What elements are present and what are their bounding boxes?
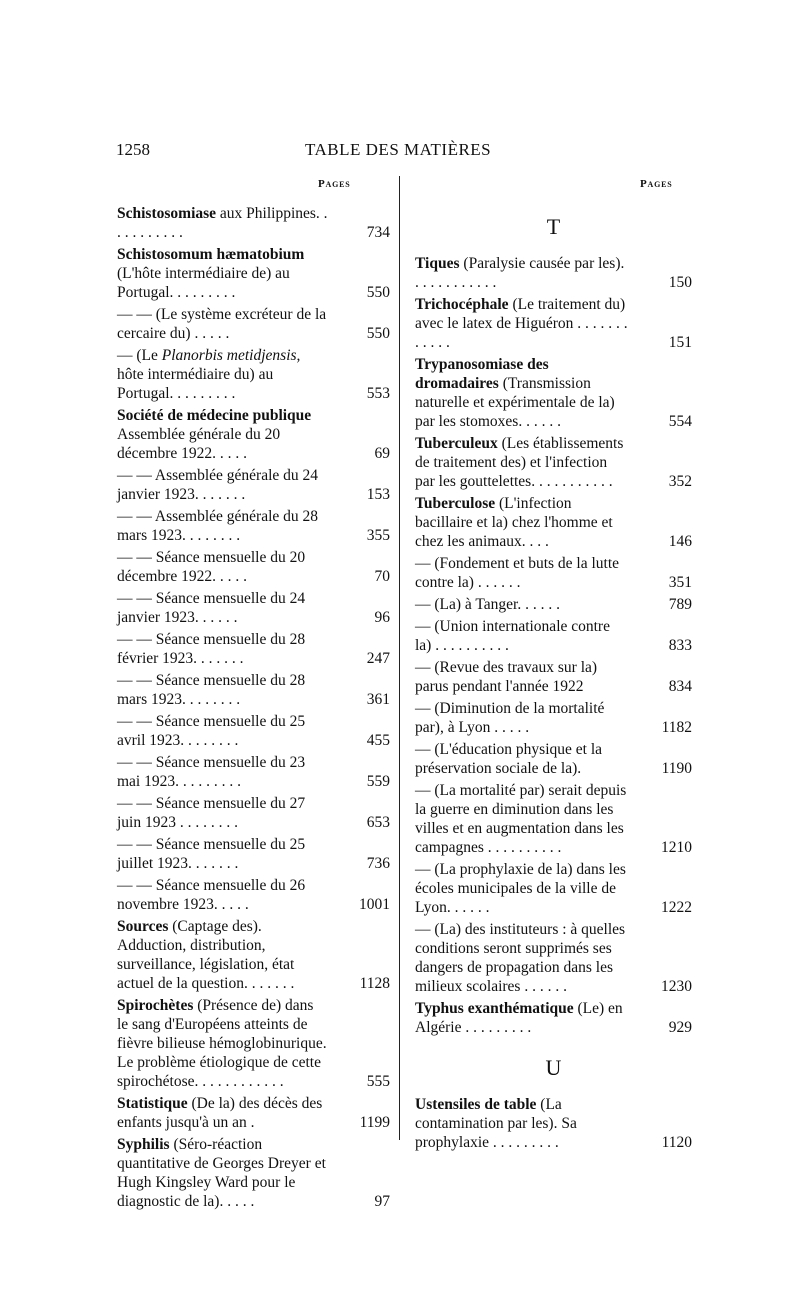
entry-page-number: 96 (374, 609, 390, 626)
entry-page-number: 1182 (661, 719, 692, 736)
entry-text (117, 466, 390, 504)
entry-page-number: 1222 (661, 899, 692, 916)
entry-page-number: 789 (668, 596, 692, 613)
entry-description: — — Assemblée générale du 24 janvier 1923. . . . . . . (117, 467, 319, 503)
index-entry (415, 295, 692, 352)
index-entry (415, 860, 692, 917)
pages-label-right: Pages (640, 178, 673, 190)
entry-description: — (Diminution de la mortalité par), à Lyon . . . . . (415, 700, 605, 736)
index-entry (415, 699, 692, 737)
entry-text (117, 305, 390, 343)
index-entry (117, 630, 390, 668)
index-entry (117, 507, 390, 545)
section-letter: T (546, 214, 561, 239)
entry-page-number: 550 (366, 284, 390, 301)
entry-page-number: 146 (668, 533, 692, 550)
index-entry (117, 671, 390, 709)
entry-description: (Le) en Algérie . . . . . . . . . (415, 1000, 623, 1036)
index-entry (117, 1135, 390, 1211)
entry-page-number: 554 (668, 413, 692, 430)
entry-description: — (Fondement et buts de la lutte contre la) . . . . . . (415, 555, 620, 591)
entry-text (117, 204, 390, 242)
entry-description: — — Séance mensuelle du 23 mai 1923. . . . . . . . . (117, 754, 306, 790)
index-entry (415, 434, 692, 491)
index-entry (415, 494, 692, 551)
entry-heading: Tiques (415, 255, 460, 272)
entry-description: — — Séance mensuelle du 27 juin 1923 . . . . . . . . (117, 795, 306, 831)
entry-description: Assemblée générale du 20 décembre 1922. . . . . (117, 426, 281, 462)
index-entry (415, 595, 692, 614)
entry-heading: Typhus exanthématique (415, 1000, 574, 1017)
entry-text (117, 917, 390, 993)
entry-description: — (Union internationale contre la) . . . . . . . . . . (415, 618, 610, 654)
entry-description: (L'hôte intermédiaire de) au Portugal. . . . . . . . . (117, 265, 290, 301)
entry-page-number: 150 (668, 274, 692, 291)
column-divider (399, 176, 400, 1140)
entry-heading: Trichocéphale (415, 296, 509, 313)
index-entry (117, 305, 390, 343)
entry-description: — (Le (117, 347, 162, 364)
entry-description: — — Séance mensuelle du 25 avril 1923. . . . . . . . (117, 713, 306, 749)
entry-heading: Syphilis (117, 1136, 170, 1153)
entry-text (415, 617, 692, 655)
entry-text (117, 346, 390, 403)
entry-description: — (La mortalité par) serait depuis la guerre en diminution dans les villes et en augmentation dans les campagnes . . . . . . . . . . (415, 782, 627, 856)
entry-description: aux Philippines. . . . . . . . . . . (117, 205, 328, 241)
entry-heading: Tuberculeux (415, 435, 498, 452)
entry-description: — — Assemblée générale du 28 mars 1923. . . . . . . . (117, 508, 319, 544)
index-entry (117, 466, 390, 504)
entry-description: (Les établissements de traitement des) et l'infection par les gouttelettes. . . . . . . . . . . (415, 435, 624, 490)
entry-description: — (Revue des travaux sur la) parus pendant l'année 1922 (415, 659, 598, 695)
entry-page-number: 653 (366, 814, 390, 831)
entry-page-number: 1001 (359, 896, 390, 913)
index-entry (117, 245, 390, 302)
index-entry (117, 753, 390, 791)
entry-text (117, 1135, 390, 1211)
pages-label-left: Pages (318, 178, 351, 190)
entry-text (415, 1095, 692, 1152)
index-entry (117, 1094, 390, 1132)
index-entry (117, 794, 390, 832)
entry-heading: Tuberculose (415, 495, 496, 512)
entry-page-number: 1230 (661, 978, 692, 995)
entry-description: — — Séance mensuelle du 26 novembre 1923. . . . . (117, 877, 306, 913)
running-title: TABLE DES MATIÈRES (305, 140, 492, 159)
entry-page-number: 351 (668, 574, 692, 591)
entry-page-number: 553 (366, 385, 390, 402)
index-entry (117, 835, 390, 873)
entry-heading: Statistique (117, 1095, 188, 1112)
entry-text (415, 999, 692, 1037)
entry-page-number: 1199 (359, 1114, 390, 1131)
entry-text (117, 630, 390, 668)
entry-page-number: 736 (366, 855, 390, 872)
entry-description: — — Séance mensuelle du 24 janvier 1923. . . . . . (117, 590, 306, 626)
section-letter: U (545, 1055, 562, 1080)
entry-text (415, 740, 692, 778)
right-column (415, 196, 692, 1155)
index-entry (415, 554, 692, 592)
entry-text (415, 860, 692, 917)
entry-text (415, 920, 692, 996)
entry-text (415, 781, 692, 857)
entry-page-number: 555 (366, 1073, 390, 1090)
index-entry (117, 712, 390, 750)
entry-description: — — (Le système excréteur de la cercaire du) . . . . . (117, 306, 327, 342)
entry-text (117, 712, 390, 750)
entry-page-number: 361 (366, 691, 390, 708)
entry-text (415, 554, 692, 592)
entry-text (415, 254, 692, 292)
entry-page-number: 929 (668, 1019, 692, 1036)
entry-heading: Ustensiles de table (415, 1096, 537, 1113)
entry-description: (De la) des décès des enfants jusqu'à un an . (117, 1095, 323, 1131)
entry-description: — (La prophylaxie de la) dans les écoles municipales de la ville de Lyon. . . . . . (415, 861, 626, 916)
entry-description: — — Séance mensuelle du 20 décembre 1922. . . . . (117, 549, 306, 585)
index-entry (415, 781, 692, 857)
entry-page-number: 70 (374, 568, 390, 585)
index-entry (415, 920, 692, 996)
entry-page-number: 352 (668, 473, 692, 490)
index-entry (415, 1095, 692, 1152)
page-number: 1258 (116, 140, 150, 159)
index-entry (415, 617, 692, 655)
entry-text (117, 753, 390, 791)
entry-text (415, 355, 692, 431)
entry-text (117, 794, 390, 832)
index-entry (415, 740, 692, 778)
entry-text (415, 295, 692, 352)
entry-text (117, 671, 390, 709)
index-entry (415, 254, 692, 292)
entry-heading: Spirochètes (117, 997, 194, 1014)
entry-description: — (La) à Tanger. . . . . . (415, 596, 560, 613)
index-entry (117, 346, 390, 403)
entry-page-number: 153 (366, 486, 390, 503)
index-entry (117, 204, 390, 242)
entry-page-number: 834 (668, 678, 692, 695)
entry-page-number: 455 (366, 732, 390, 749)
entry-text (415, 658, 692, 696)
index-entry (117, 876, 390, 914)
entry-page-number: 247 (366, 650, 390, 667)
entry-heading: Société de médecine publique (117, 407, 312, 424)
entry-text (117, 589, 390, 627)
entry-heading: Sources (117, 918, 169, 935)
entry-text (415, 494, 692, 551)
entry-description: (Transmission naturelle et expérimentale de la) par les stomoxes. . . . . . (415, 375, 615, 430)
entry-page-number: 355 (366, 527, 390, 544)
entry-page-number: 151 (668, 334, 692, 351)
entry-description: — (La) des instituteurs : à quelles conditions seront supprimés ses dangers de propagation dans les milieux scolaires . . . . . . (415, 921, 626, 995)
entry-page-number: 833 (668, 637, 692, 654)
index-entry (415, 999, 692, 1037)
entry-page-number: 734 (366, 224, 390, 241)
entry-text (415, 699, 692, 737)
entry-description: — (L'éducation physique et la préservation sociale de la). (415, 741, 603, 777)
entry-description: — — Séance mensuelle du 28 février 1923. . . . . . . (117, 631, 306, 667)
entry-description: (Captage des). Adduction, distribution, surveillance, législation, état actuel de la question. . . . . . . (117, 918, 295, 992)
index-entry (415, 355, 692, 431)
entry-description: (L'infection bacillaire et la) chez l'homme et chez les animaux. . . . (415, 495, 613, 550)
entry-page-number: 1128 (359, 975, 390, 992)
entry-italic: Planorbis metidjensis, (161, 347, 301, 364)
entry-description: — — Séance mensuelle du 28 mars 1923. . . . . . . . (117, 672, 306, 708)
entry-text (117, 876, 390, 914)
entry-description: (Paralysie causée par les). . . . . . . . . . . . (415, 255, 625, 291)
entry-page-number: 97 (374, 1193, 390, 1210)
entry-text (117, 1094, 390, 1132)
entry-description: (Présence de) dans le sang d'Européens atteints de fièvre bilieuse hémoglobinurique. Le problème étiologique de cette spirochétose. . . . . . . . . . . . (117, 997, 327, 1090)
entry-page-number: 1190 (661, 760, 692, 777)
entry-text (415, 434, 692, 491)
entry-page-number: 559 (366, 773, 390, 790)
entry-text (117, 406, 390, 463)
index-entry (117, 917, 390, 993)
left-column (117, 204, 390, 1214)
entry-heading: Trypanosomiase des dromadaires (415, 356, 549, 392)
entry-page-number: 1210 (661, 839, 692, 856)
entry-text (117, 996, 390, 1091)
index-entry (117, 548, 390, 586)
entry-text (117, 245, 390, 302)
entry-description: (Séro-réaction quantitative de Georges Dreyer et Hugh Kingsley Ward pour le diagnostic de la). . . . . (117, 1136, 326, 1210)
entry-text (117, 507, 390, 545)
index-entry (117, 406, 390, 463)
entry-page-number: 550 (366, 325, 390, 342)
entry-description: (La contamination par les). Sa prophylaxie . . . . . . . . . (415, 1096, 577, 1151)
entry-text (117, 548, 390, 586)
entry-page-number: 1120 (661, 1134, 692, 1151)
entry-heading: Schistosomiase (117, 205, 217, 222)
entry-text (415, 595, 692, 614)
entry-text (117, 835, 390, 873)
index-entry (117, 589, 390, 627)
entry-description: (Le traitement du) avec le latex de Higuéron . . . . . . . . . . . . (415, 296, 628, 351)
entry-page-number: 69 (374, 445, 390, 462)
index-entry (415, 658, 692, 696)
entry-description-cont: hôte intermédiaire du) au Portugal. . . . . . . . . (117, 366, 274, 402)
entry-heading: Schistosomum hæmatobium (117, 246, 305, 263)
index-entry (117, 996, 390, 1091)
entry-description: — — Séance mensuelle du 25 juillet 1923. . . . . . . (117, 836, 306, 872)
